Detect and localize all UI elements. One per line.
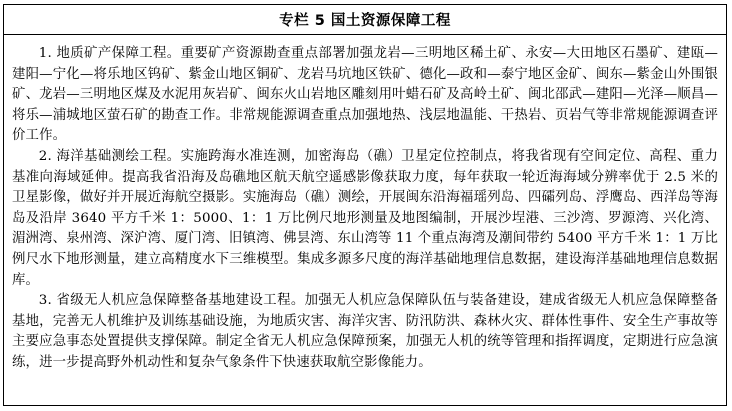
box-title: 专栏 5 国土资源保障工程 [4,5,726,35]
column-box [3,4,727,406]
box-body [4,35,726,374]
paragraph-marine-surveying: 2. 海洋基础测绘工程。实施跨海水准连测，加密海岛（礁）卫星定位控制点，将我省现有空间定位、高程、重力基准向海域延伸。提高我省沿海及岛礁地区航天航空遥感影像获取力度，每年获取一轮近海海域分辨率优于 2.5 米的卫星影像，做好并开展近海航空摄影。实施海岛（礁）测绘，开展闽东沿海福瑶列岛、四礵列岛、浮鹰岛、西洋岛等海岛及沿岸 3640 平方千米 1：5000、1：1 万比例尺地形测量及地图编制，开展沙埕港、三沙湾、罗源湾、兴化湾、湄洲湾、泉州湾、深沪湾、厦门湾、旧镇湾、佛昙湾、东山湾等 11 个重点海湾及潮间带约 5400 平方千米 1：1 万比例尺水下地形测量，建立高精度水下三维模型。集成多源多尺度的海洋基础地理信息数据，建设海洋基础地理信息数据库。 [12,148,718,288]
paragraph-geological-mineral: 1. 地质矿产保障工程。重要矿产资源勘查重点部署加强龙岩—三明地区稀土矿、永安—大田地区石墨矿、建瓯—建阳—宁化—将乐地区钨矿、紫金山地区铜矿、龙岩马坑地区铁矿、德化—政和—泰宁地区金矿、闽东—紫金山外围银矿、龙岩—三明地区煤及水泥用灰岩矿、闽东火山岩地区雕刻用叶蜡石矿及高岭土矿、闽北邵武—建阳—光泽—顺昌—将乐—浦城地区萤石矿的勘查工作。非常规能源调查重点加强地热、浅层地温能、干热岩、页岩气等非常规能源调查评价工作。 [12,46,718,144]
paragraph-drone-emergency: 3. 省级无人机应急保障整备基地建设工程。加强无人机应急保障队伍与装备建设，建成省级无人机应急保障整备基地，完善无人机维护及训练基础设施，为地质灾害、海洋灾害、防汛防洪、森林火灾、群体性事件、安全生产事故等主要应急事态处置提供支撑保障。制定全省无人机应急保障预案，加强无人机的统等管理和指挥调度，定期进行应急演练，进一步提高野外机动性和复杂气象条件下快速获取航空影像能力。 [12,293,718,370]
